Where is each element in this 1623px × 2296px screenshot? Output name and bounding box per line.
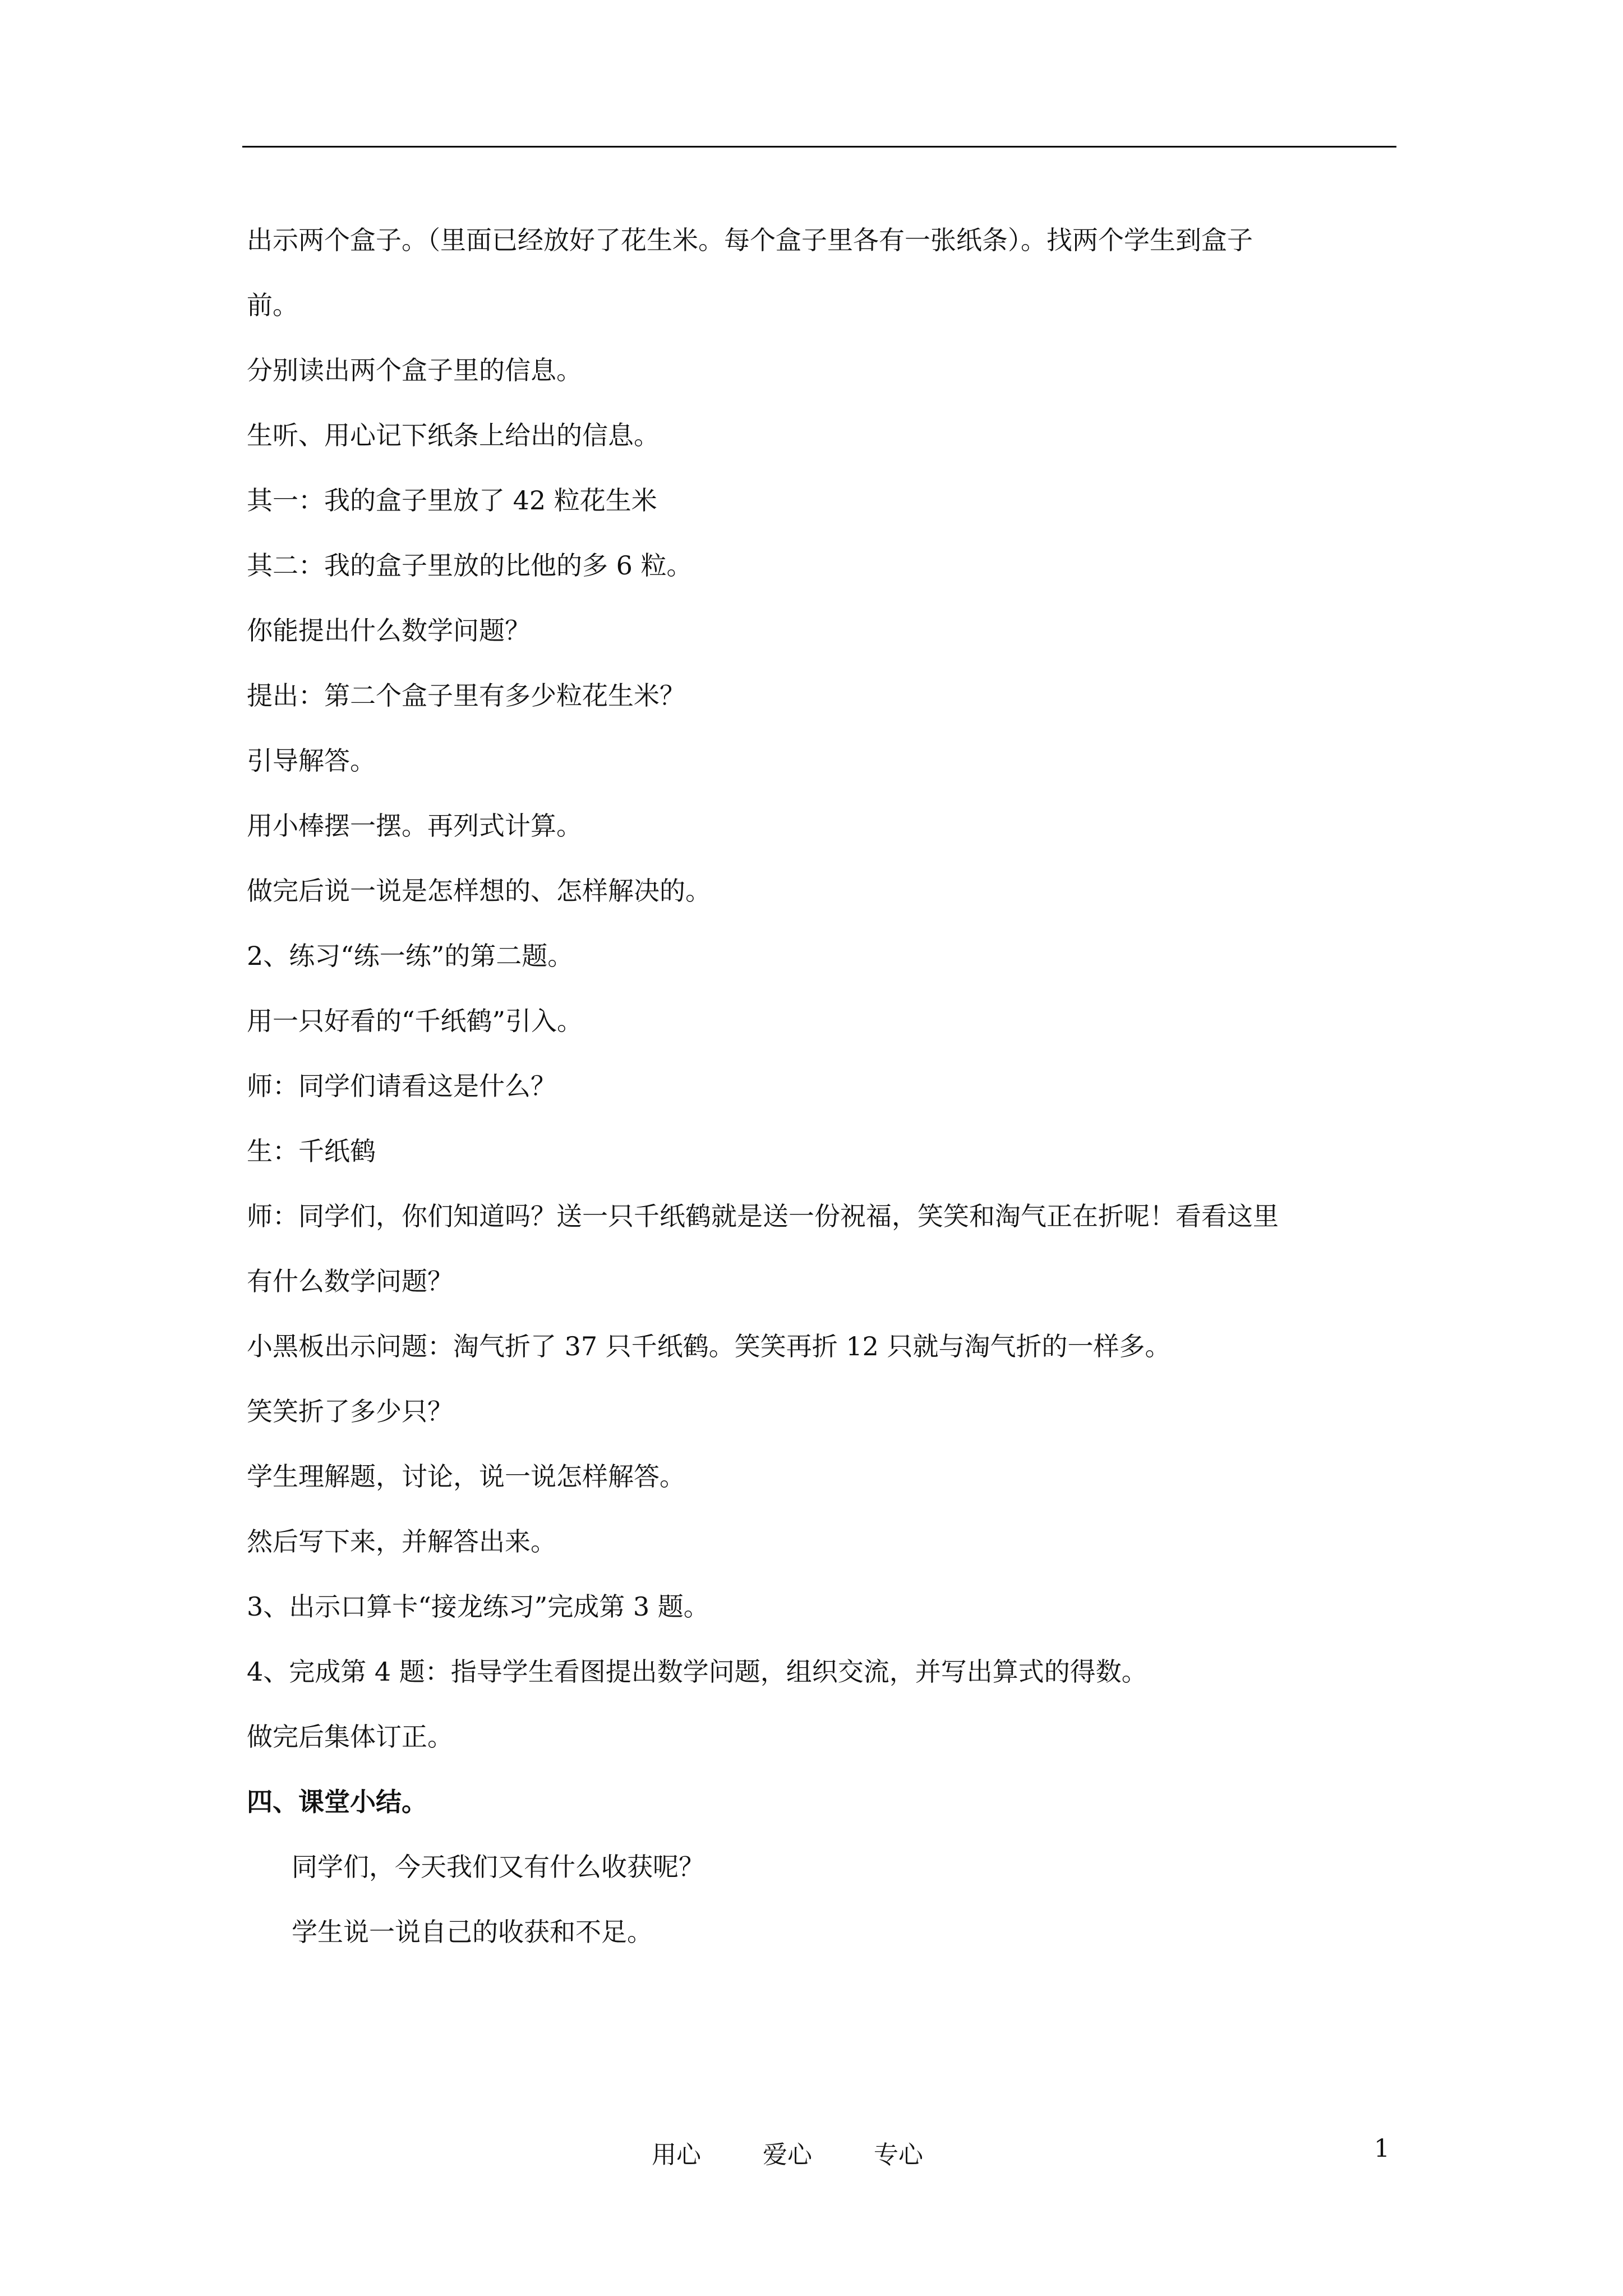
paragraph-line: 用小棒摆一摆。再列式计算。 (247, 811, 582, 841)
footer-motto-word: 用心 (652, 2141, 701, 2169)
paragraph-line: 有什么数学问题？ (247, 1266, 453, 1296)
paragraph-line: 4、完成第 4 题：指导学生看图提出数学问题，组织交流，并写出算式的得数。 (247, 1657, 1147, 1687)
page-footer (0, 2134, 1623, 2168)
document-body (247, 208, 1402, 1964)
section-heading: 四、课堂小结。 (247, 1787, 427, 1817)
paragraph-line: 其一：我的盒子里放了 42 粒花生米 (247, 485, 657, 516)
paragraph-line: 出示两个盒子。（里面已经放好了花生米。每个盒子里各有一张纸条）。找两个学生到盒子 (247, 225, 1253, 255)
paragraph-line: 学生理解题，讨论，说一说怎样解答。 (247, 1461, 685, 1492)
paragraph-line: 其二：我的盒子里放的比他的多 6 粒。 (247, 550, 693, 581)
paragraph-line: 前。 (247, 290, 298, 320)
paragraph-line: 笑笑折了多少只？ (247, 1396, 453, 1427)
paragraph-line: 分别读出两个盒子里的信息。 (247, 355, 582, 385)
page-number: 1 (1374, 2134, 1390, 2163)
footer-motto-word: 爱心 (763, 2141, 812, 2169)
paragraph-line: 提出：第二个盒子里有多少粒花生米？ (247, 680, 685, 711)
paragraph-line: 生听、用心记下纸条上给出的信息。 (247, 420, 660, 450)
paragraph-line: 2、练习“练一练”的第二题。 (247, 941, 574, 971)
paragraph-line: 小黑板出示问题：淘气折了 37 只千纸鹤。笑笑再折 12 只就与淘气折的一样多。 (247, 1331, 1171, 1361)
paragraph-line: 你能提出什么数学问题？ (247, 615, 531, 646)
paragraph-line: 做完后集体订正。 (247, 1722, 453, 1752)
paragraph-line: 师：同学们，你们知道吗？送一只千纸鹤就是送一份祝福，笑笑和淘气正在折呢！看看这里 (247, 1201, 1279, 1231)
paragraph-line: 同学们，今天我们又有什么收获呢？ (292, 1852, 704, 1882)
paragraph-line: 然后写下来，并解答出来。 (247, 1526, 556, 1557)
header-rule (242, 146, 1396, 148)
paragraph-line: 用一只好看的“千纸鹤”引入。 (247, 1006, 583, 1036)
paragraph-line: 生：千纸鹤 (247, 1136, 376, 1166)
paragraph-line: 学生说一说自己的收获和不足。 (292, 1917, 653, 1947)
paragraph-line: 3、出示口算卡“接龙练习”完成第 3 题。 (247, 1591, 709, 1622)
paragraph-line: 师：同学们请看这是什么？ (247, 1071, 556, 1101)
footer-motto-word: 专心 (874, 2141, 923, 2169)
paragraph-line: 引导解答。 (247, 746, 376, 776)
paragraph-line: 做完后说一说是怎样想的、怎样解决的。 (247, 876, 711, 906)
footer-motto (652, 2134, 923, 2170)
